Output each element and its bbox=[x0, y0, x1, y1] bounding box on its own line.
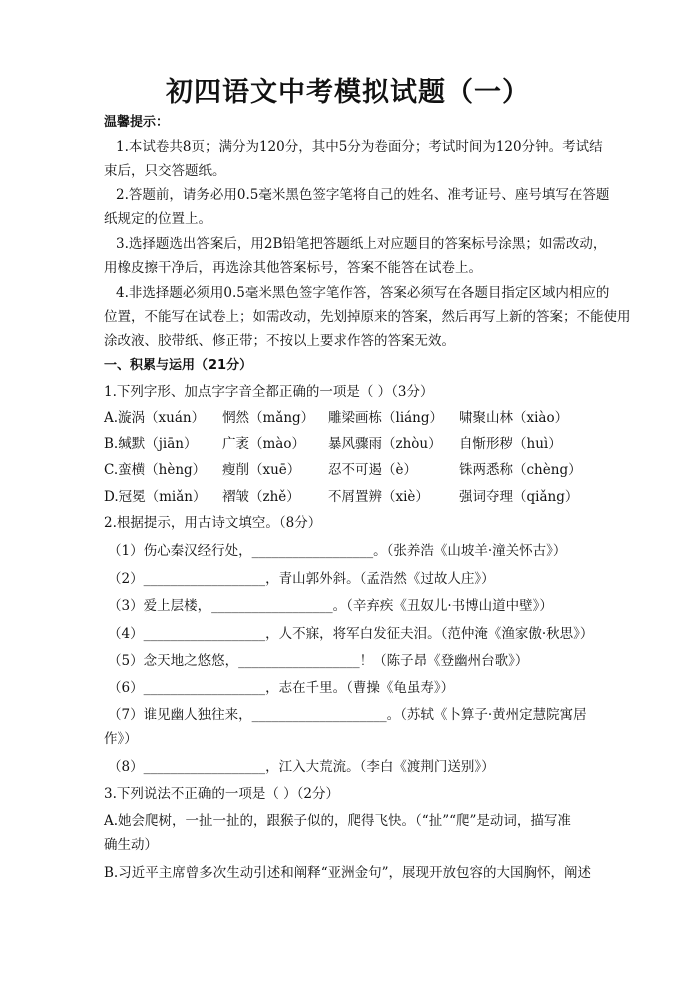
q2-item-8: （8）__________________，江入大荒流。（李白《渡荆门送别》） bbox=[108, 759, 495, 775]
tip-2-line-2: 纸规定的位置上。 bbox=[104, 211, 212, 227]
q1-option-b-3: 暴风骤雨（zhòu） bbox=[328, 436, 442, 452]
q2-item-7: （7）谁见幽人独往来，____________________。（苏轼《卜算子·黄州定慧院寓居 bbox=[108, 707, 587, 723]
section-1-heading: 一、积累与运用（21分） bbox=[104, 358, 253, 373]
q3-option-a-line-1: A.她会爬树，一扯一扯的，跟猴子似的，爬得飞快。（“扯”“爬”是动词，描写准 bbox=[104, 813, 571, 829]
tip-3-line-2: 用橡皮擦干净后，再选涂其他答案标号，答案不能答在试卷上。 bbox=[104, 260, 482, 276]
q3-option-b-line-1: B.习近平主席曾多次生动引述和阐释“亚洲金句”，展现开放包容的大国胸怀，阐述 bbox=[104, 865, 592, 881]
q1-option-d-2: 褶皱（zhě） bbox=[222, 489, 300, 505]
q1-option-a-4: 啸聚山林（xiào） bbox=[459, 410, 569, 426]
q2-item-5: （5）念天地之悠悠，__________________！（陈子昂《登幽州台歌》） bbox=[108, 653, 529, 669]
q1-option-a-1: A.漩涡（xuán） bbox=[104, 410, 206, 426]
q1-option-d-1: D.冠冕（miǎn） bbox=[104, 489, 207, 505]
q2-stem: 2.根据提示，用古诗文填空。（8分） bbox=[104, 515, 322, 531]
q1-option-d-4: 强词夺理（qiǎng） bbox=[459, 489, 579, 505]
q1-option-c-3: 忍不可遏（è） bbox=[328, 462, 417, 478]
tip-4-line-3: 涂改液、胶带纸、修正带；不按以上要求作答的答案无效。 bbox=[104, 333, 455, 349]
q1-option-a-3: 雕梁画栋（liáng） bbox=[328, 410, 444, 426]
q2-item-7-cont: 作》） bbox=[104, 731, 138, 747]
tip-2-line-1: 2.答题前，请务必用0.5毫米黑色签字笔将自己的姓名、准考证号、座号填写在答题 bbox=[116, 187, 610, 203]
q1-option-b-2: 广袤（mào） bbox=[222, 436, 305, 452]
tips-heading: 温馨提示： bbox=[104, 115, 170, 130]
tip-1-line-1: 1.本试卷共8页；满分为120分，其中5分为卷面分；考试时间为120分钟。考试结 bbox=[116, 139, 603, 155]
q1-option-b-1: B.缄默（jiān） bbox=[104, 436, 198, 452]
q1-option-b-4: 自惭形秽（huì） bbox=[459, 436, 562, 452]
q1-option-a-2: 惘然（mǎng） bbox=[222, 410, 315, 426]
q3-option-a-line-2: 确生动） bbox=[104, 837, 158, 853]
q3-stem: 3.下列说法不正确的一项是（ ）（2分） bbox=[104, 786, 340, 802]
q1-option-c-2: 瘦削（xuē） bbox=[222, 462, 301, 478]
tip-1-line-2: 束后，只交答题纸。 bbox=[104, 163, 226, 179]
q1-option-d-3: 不屑置辨（xiè） bbox=[328, 489, 429, 505]
q2-item-3: （3）爱上层楼，__________________。（辛弃疾《丑奴儿·书博山道中壁》） bbox=[108, 598, 553, 614]
page-title: 初四语文中考模拟试题（一） bbox=[166, 77, 530, 108]
q1-option-c-1: C.蛮横（hèng） bbox=[104, 462, 207, 478]
q1-stem: 1.下列字形、加点字字音全都正确的一项是（ ）（3分） bbox=[104, 384, 434, 400]
q2-item-6: （6）__________________，志在千里。（曹操《龟虽寿》） bbox=[108, 680, 455, 696]
q1-option-c-4: 铢两悉称（chèng） bbox=[459, 462, 582, 478]
tip-4-line-2: 位置，不能写在试卷上；如需改动，先划掉原来的答案，然后再写上新的答案；不能使用 bbox=[104, 309, 631, 325]
q2-item-1: （1）伤心秦汉经行处，__________________。（张养浩《山坡羊·潼关怀古》） bbox=[108, 543, 567, 559]
q2-item-2: （2）__________________，青山郭外斜。（孟浩然《过故人庄》） bbox=[108, 571, 495, 587]
q2-item-4: （4）__________________，人不寐，将军白发征夫泪。（范仲淹《渔家傲·秋思》） bbox=[108, 626, 594, 642]
tip-3-line-1: 3.选择题选出答案后，用2B铅笔把答题纸上对应题目的答案标号涂黑；如需改动， bbox=[116, 236, 607, 252]
tip-4-line-1: 4.非选择题必须用0.5毫米黑色签字笔作答，答案必须写在各题目指定区域内相应的 bbox=[116, 285, 610, 301]
